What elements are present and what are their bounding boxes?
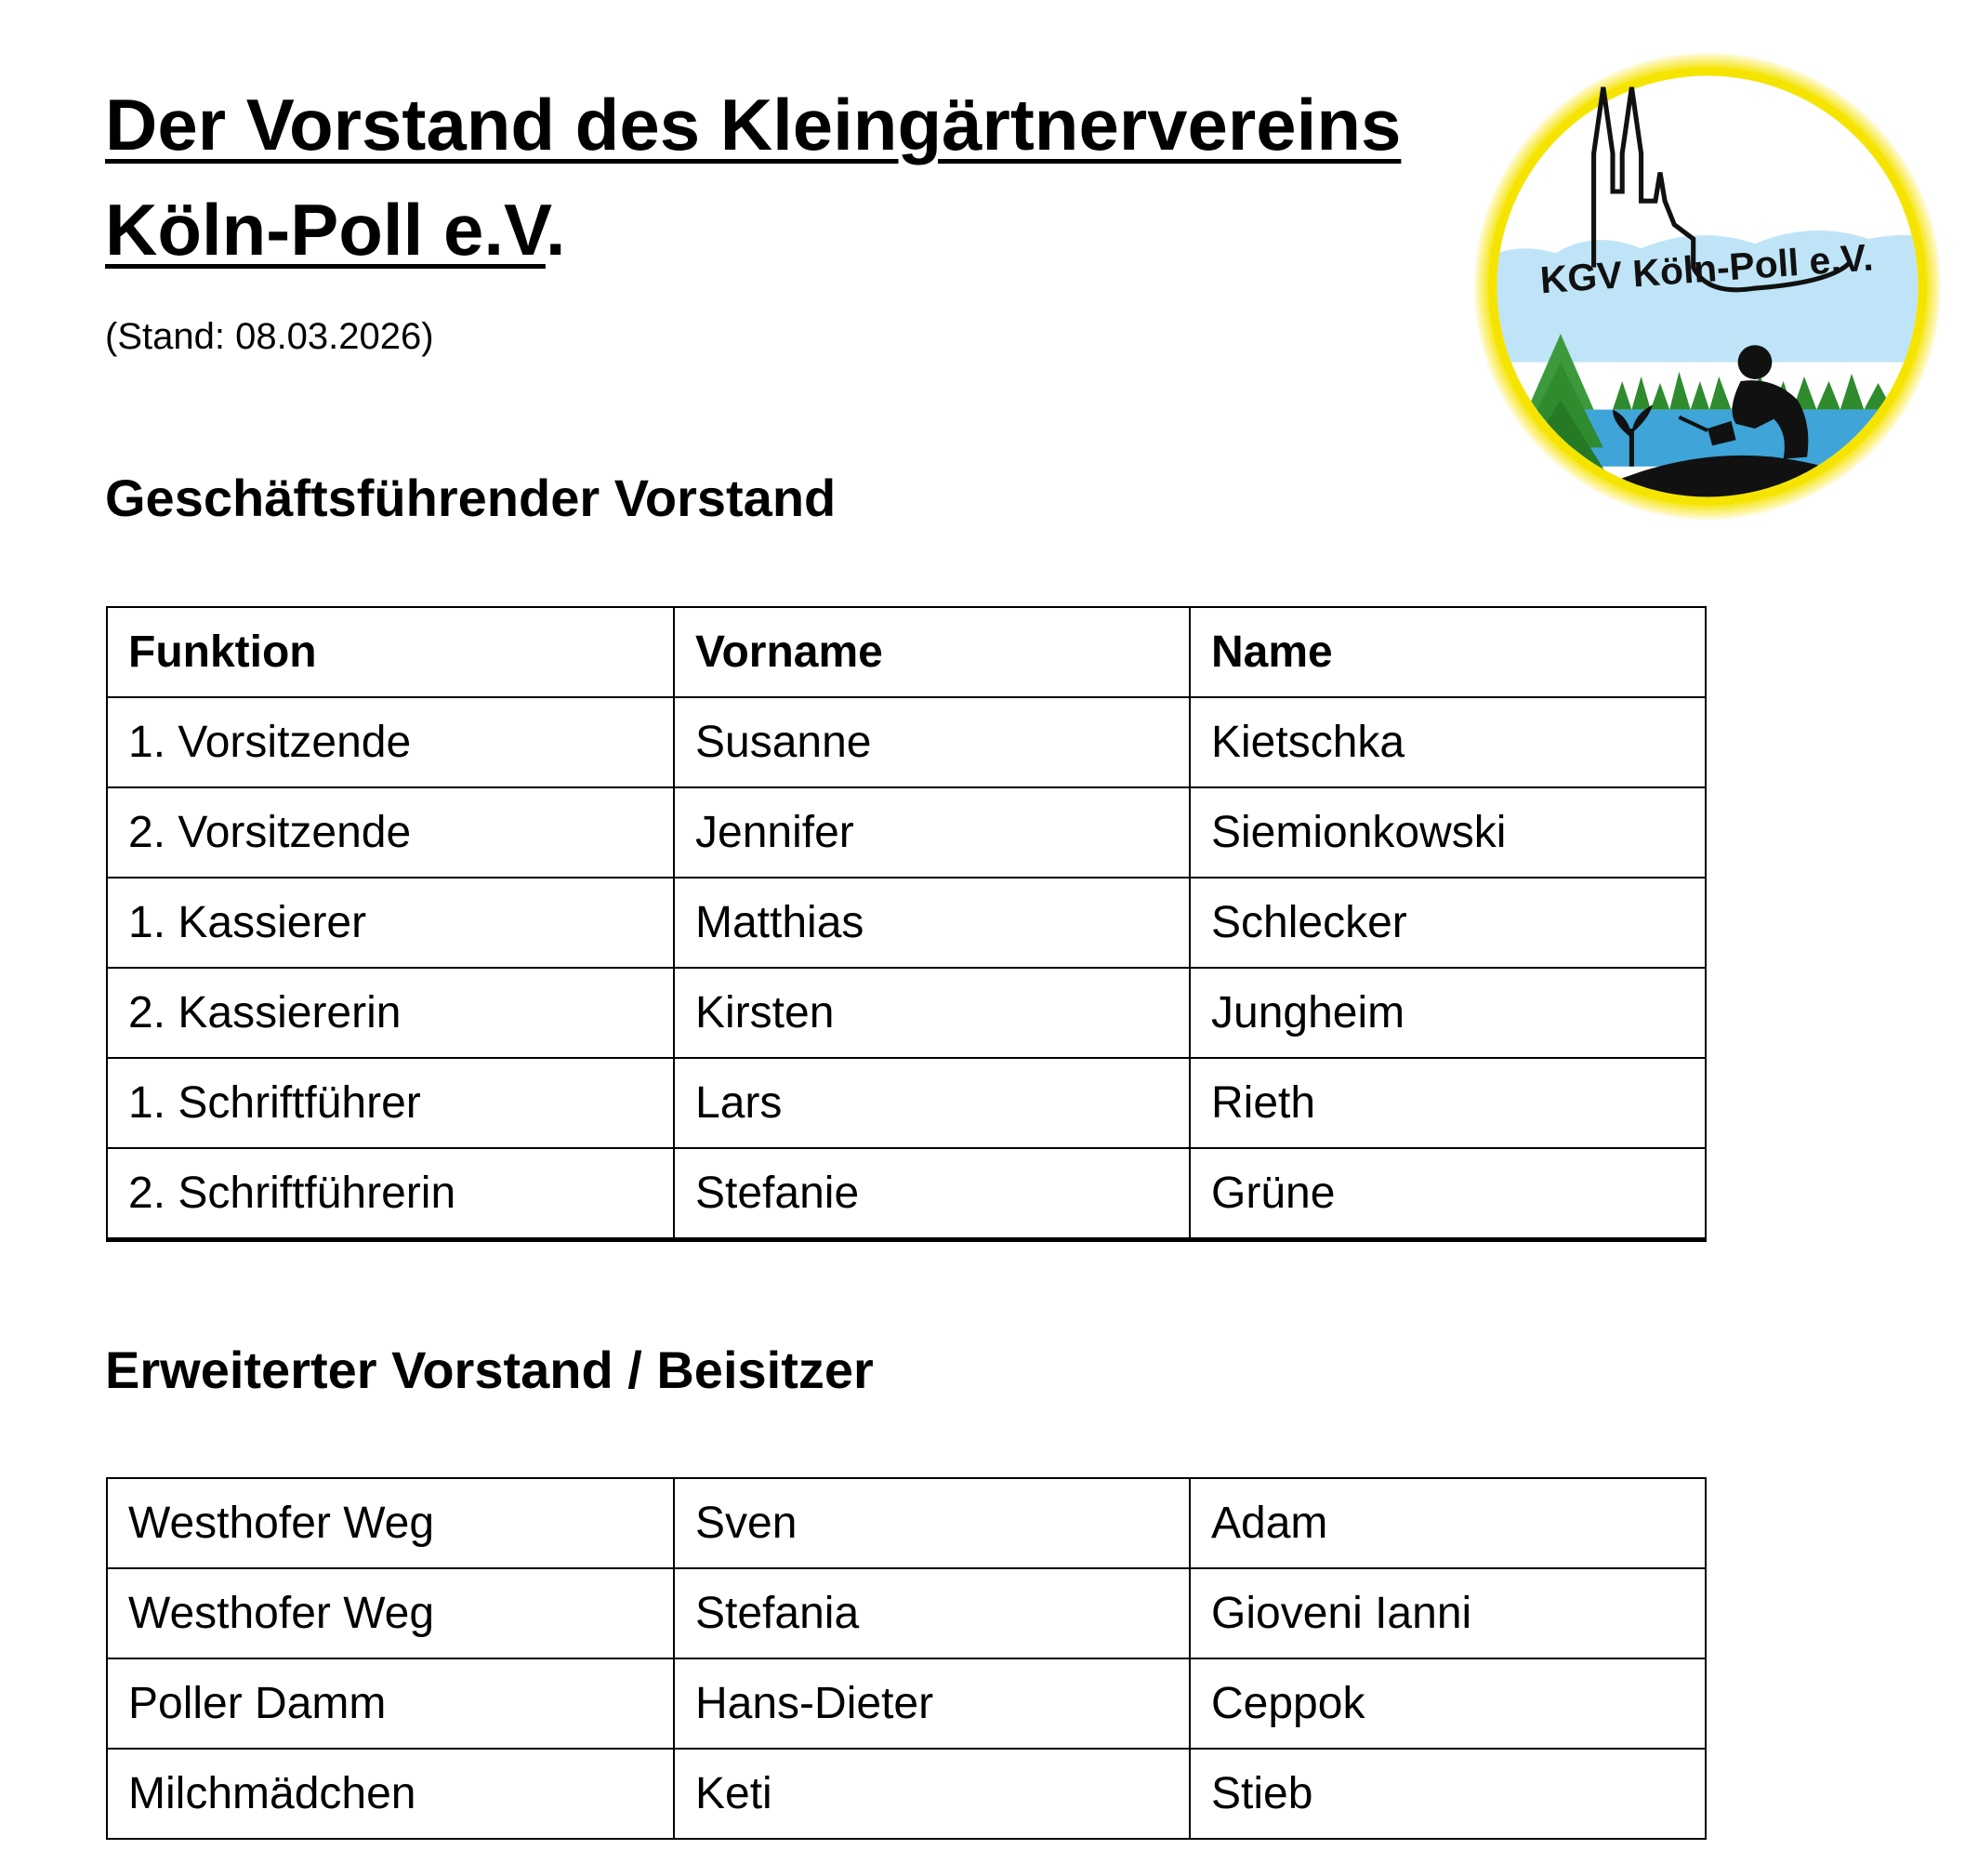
table-row [107,1148,1706,1240]
status-date: (Stand: 08.03.2026) [105,316,434,357]
column-header-funktion: Funktion [107,607,674,697]
cell-funktion: 1. Kassierer [107,878,674,968]
table-row [107,968,1706,1058]
column-header-vorname: Vorname [674,607,1190,697]
cell-name: Schlecker [1190,878,1706,968]
table-row [107,1568,1706,1658]
cell-vorname: Stefania [674,1568,1190,1658]
logo-gardener-head [1738,345,1773,379]
cell-name: Ceppok [1190,1658,1706,1749]
page-title-line-2 [105,189,566,271]
page-title-line-1 [105,84,1402,165]
cell-area: Westhofer Weg [107,1568,674,1658]
cell-area: Westhofer Weg [107,1478,674,1568]
cell-name: Kietschka [1190,697,1706,787]
cell-vorname: Jennifer [674,787,1190,878]
title-line-1-text: Der Vorstand des Kleingärtnervereins [105,84,1402,165]
cell-name: Rieth [1190,1058,1706,1148]
table-row [107,1058,1706,1148]
cell-funktion: 2. Kassiererin [107,968,674,1058]
cell-name: Jungheim [1190,968,1706,1058]
table-row [107,697,1706,787]
extended-board-table [106,1477,1707,1840]
cell-area: Milchmädchen [107,1749,674,1839]
title-line-2-text: Köln-Poll e.V [105,189,546,271]
cell-vorname: Susanne [674,697,1190,787]
logo-text: KGV Köln-Poll e.V. [1538,235,1875,302]
table-row [107,878,1706,968]
cell-vorname: Stefanie [674,1148,1190,1240]
club-logo [1470,45,1945,528]
cell-vorname: Kirsten [674,968,1190,1058]
table-row [107,1478,1706,1568]
cell-name: Stieb [1190,1749,1706,1839]
cell-funktion: 2. Vorsitzende [107,787,674,878]
cell-area: Poller Damm [107,1658,674,1749]
cell-vorname: Lars [674,1058,1190,1148]
cell-vorname: Matthias [674,878,1190,968]
cell-name: Grüne [1190,1148,1706,1240]
table-row [107,1749,1706,1839]
title-line-2-period: . [545,189,566,271]
table-header-row [107,607,1706,697]
executive-board-heading: Geschäftsführender Vorstand [105,469,837,527]
column-header-name: Name [1190,607,1706,697]
cell-funktion: 2. Schriftführerin [107,1148,674,1240]
cell-name: Siemionkowski [1190,787,1706,878]
extended-board-heading: Erweiterter Vorstand / Beisitzer [105,1341,874,1399]
cell-name: Adam [1190,1478,1706,1568]
cell-funktion: 1. Schriftführer [107,1058,674,1148]
cell-vorname: Sven [674,1478,1190,1568]
cell-vorname: Hans-Dieter [674,1658,1190,1749]
table-row [107,787,1706,878]
club-logo-graphic [1470,45,1945,528]
cell-name: Gioveni Ianni [1190,1568,1706,1658]
cell-vorname: Keti [674,1749,1190,1839]
table-row [107,1658,1706,1749]
cell-funktion: 1. Vorsitzende [107,697,674,787]
executive-board-table [106,606,1707,1242]
